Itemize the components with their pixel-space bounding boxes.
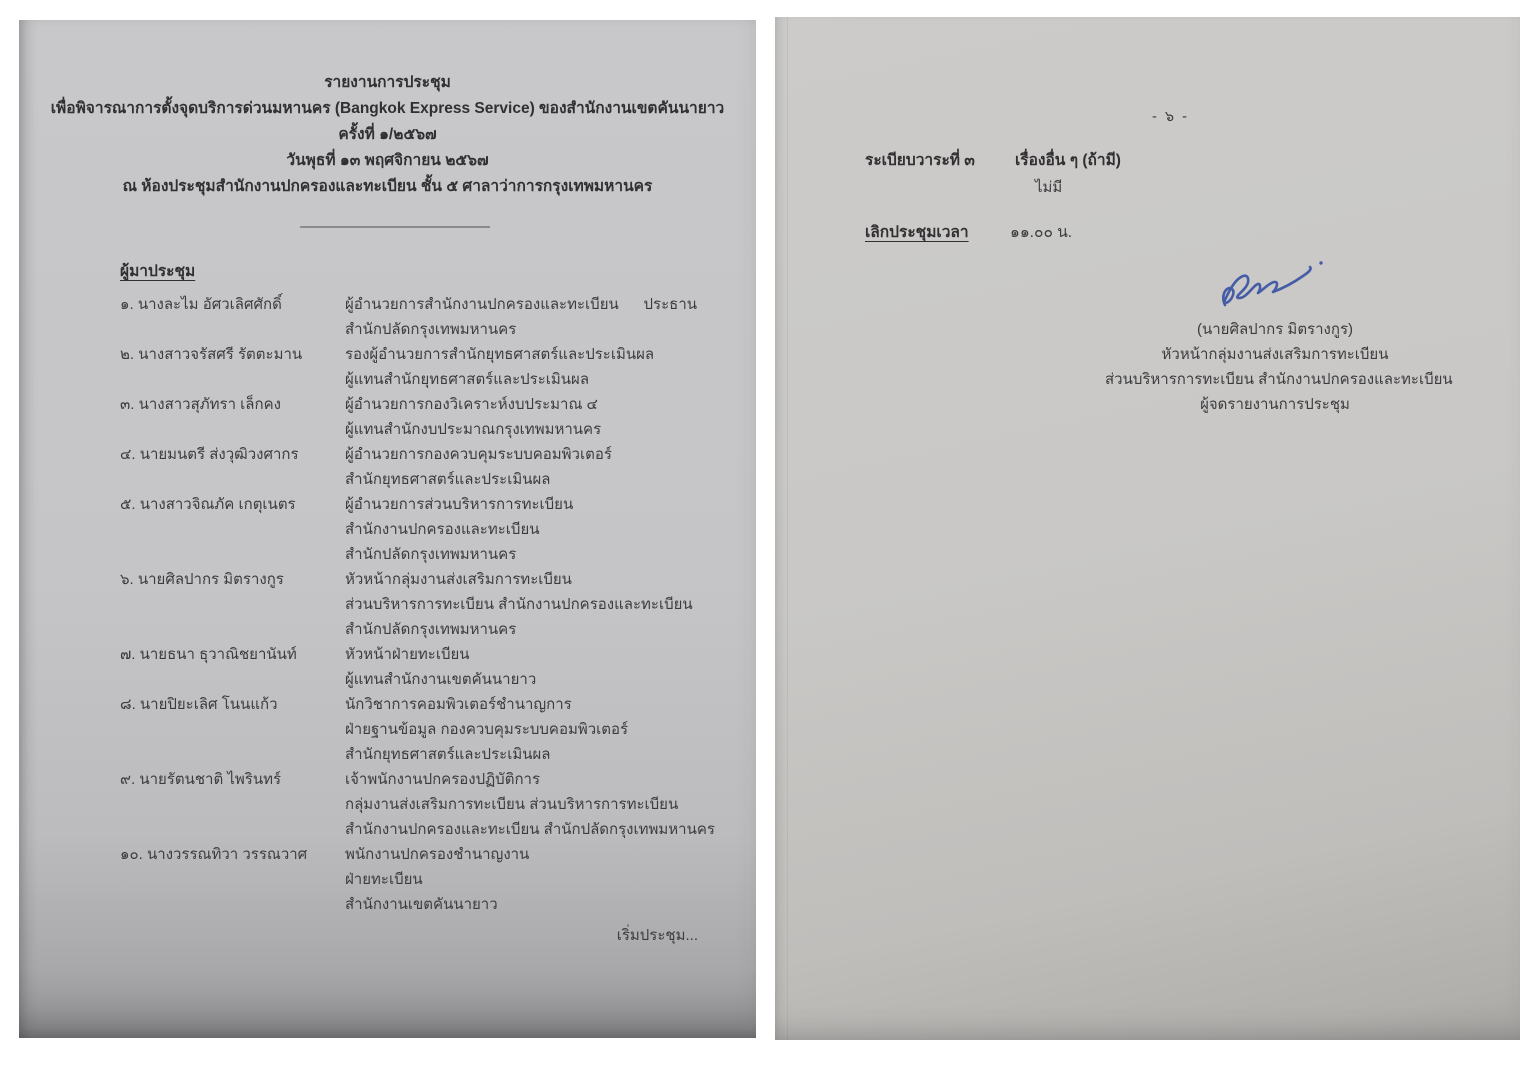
- attendee-role-line: หัวหน้ากลุ่มงานส่งเสริมการทะเบียน: [345, 571, 572, 588]
- title-line-1: รายงานการประชุม: [324, 74, 451, 91]
- attendee-role-line: รองผู้อำนวยการสำนักยุทธศาสตร์และประเมินผล: [345, 346, 655, 363]
- attendee-row: [120, 442, 730, 492]
- attendee-row: [120, 567, 730, 642]
- attendee-name: ๗. นายธนา ธุวาณิชยานันท์: [120, 646, 297, 663]
- meeting-start-note: เริ่มประชุม...: [616, 927, 698, 944]
- signatory-role-1: หัวหน้ากลุ่มงานส่งเสริมการทะเบียน: [1161, 346, 1389, 363]
- attendee-role-line: ผู้อำนวยการกองควบคุมระบบคอมพิวเตอร์: [345, 446, 612, 463]
- attendee-name: ๑. นางละไม อัศวเลิศศักดิ์: [120, 296, 282, 313]
- title-line-4: วันพุธที่ ๑๓ พฤศจิกายน ๒๕๖๗: [286, 152, 489, 169]
- attendee-role-line: ผู้อำนวยการกองวิเคราะห์งบประมาณ ๔: [345, 396, 598, 413]
- attendee-role-line: สำนักปลัดกรุงเทพมหานคร: [345, 546, 517, 563]
- closing-label: เลิกประชุมเวลา: [865, 224, 969, 241]
- attendee-row: [120, 692, 730, 767]
- attendee-name: ๒. นางสาวจรัสศรี รัตตะมาน: [120, 346, 303, 363]
- attendee-role-line: ส่วนบริหารการทะเบียน สำนักงานปกครองและทะเบียน: [345, 596, 693, 613]
- attendee-role-line: สำนักปลัดกรุงเทพมหานคร: [345, 321, 517, 338]
- title-line-3: ครั้งที่ ๑/๒๕๖๗: [338, 126, 437, 143]
- attendee-name: ๑๐. นางวรรณทิวา วรรณวาศ: [120, 846, 308, 863]
- attendee-role-line: นักวิชาการคอมพิวเตอร์ชำนาญการ: [345, 696, 572, 713]
- attendee-row: [120, 292, 730, 342]
- attendees-heading: ผู้มาประชุม: [120, 263, 196, 280]
- attendee-name: ๖. นายศิลปากร มิตรางกูร: [120, 571, 284, 588]
- document-page-2: [775, 17, 1520, 1040]
- attendee-name: ๓. นางสาวสุภัทรา เล็กคง: [120, 396, 281, 413]
- attendee-role-line: สำนักปลัดกรุงเทพมหานคร: [345, 621, 517, 638]
- attendee-roles: [345, 692, 730, 767]
- signature-icon: [1215, 255, 1335, 313]
- attendee-row: [120, 842, 730, 917]
- attendee-name: ๙. นายรัตนชาติ ไพรินทร์: [120, 771, 282, 788]
- closing-time-value: ๑๑.๐๐ น.: [1010, 224, 1073, 241]
- attendee-role-line: เจ้าพนักงานปกครองปฏิบัติการ: [345, 771, 541, 788]
- attendee-role-line: [345, 292, 697, 317]
- attendee-name: ๔. นายมนตรี ส่งวุฒิวงศากร: [120, 446, 299, 463]
- attendee-role-line: ผู้แทนสำนักยุทธศาสตร์และประเมินผล: [345, 371, 590, 388]
- attendee-role-line: ผู้แทนสำนักงบประมาณกรุงเทพมหานคร: [345, 421, 602, 438]
- agenda-title: เรื่องอื่น ๆ (ถ้ามี): [1015, 152, 1121, 169]
- attendee-roles: [345, 567, 730, 642]
- attendee-name: ๘. นายปิยะเลิศ โนนแก้ว: [120, 696, 278, 713]
- header-divider: [300, 226, 490, 228]
- title-line-5: ณ ห้องประชุมสำนักงานปกครองและทะเบียน ชั้น ๕ ศาลาว่าการกรุงเทพมหานคร: [122, 178, 653, 195]
- signatory-role-3: ผู้จดรายงานการประชุม: [1200, 396, 1350, 413]
- attendee-row: [120, 392, 730, 442]
- attendee-role-line: กลุ่มงานส่งเสริมการทะเบียน ส่วนบริหารการทะเบียน: [345, 796, 679, 813]
- attendee-roles: [345, 342, 730, 392]
- attendee-role-line: สำนักงานปกครองและทะเบียน: [345, 521, 540, 538]
- closing-time-row: [865, 219, 1072, 244]
- attendee-roles: [345, 492, 730, 567]
- signatory-name: (นายศิลปากร มิตรางกูร): [1197, 321, 1353, 338]
- attendee-roles: [345, 642, 730, 692]
- attendee-role-line: ฝ่ายฐานข้อมูล กองควบคุมระบบคอมพิวเตอร์: [345, 721, 629, 738]
- attendee-role-line: สำนักยุทธศาสตร์และประเมินผล: [345, 746, 551, 763]
- attendee-role-text: ผู้อำนวยการสำนักงานปกครองและทะเบียน: [345, 296, 619, 313]
- attendee-roles: [345, 392, 730, 442]
- agenda-value: ไม่มี: [1035, 179, 1063, 196]
- attendee-role-line: ผู้แทนสำนักงานเขตคันนายาว: [345, 671, 537, 688]
- signature-block: [1105, 255, 1453, 417]
- attendee-row: [120, 492, 730, 567]
- attendee-roles: [345, 442, 730, 492]
- attendee-role-line: สำนักงานเขตคันนายาว: [345, 896, 498, 913]
- attendee-roles: [345, 292, 730, 342]
- attendee-role-line: ผู้อำนวยการส่วนบริหารการทะเบียน: [345, 496, 574, 513]
- attendee-roles: [345, 842, 730, 917]
- attendee-role-line: พนักงานปกครองชำนาญงาน: [345, 846, 530, 863]
- title-line-2: เพื่อพิจารณาการตั้งจุดบริการด่วนมหานคร (Bangkok Express Service) ของสำนักงานเขตคันนายาว: [50, 100, 725, 117]
- document-title-block: [19, 70, 756, 200]
- attendee-roles: [345, 767, 730, 842]
- attendee-note: ประธาน: [643, 296, 697, 313]
- signatory-role-2: ส่วนบริหารการทะเบียน สำนักงานปกครองและทะเบียน: [1105, 371, 1453, 388]
- attendee-row: [120, 342, 730, 392]
- document-page-1: [19, 20, 756, 1038]
- page-number: - ๖ -: [1152, 109, 1189, 125]
- agenda-item-row: [865, 147, 1121, 172]
- attendee-role-line: ฝ่ายทะเบียน: [345, 871, 423, 888]
- attendee-role-line: สำนักงานปกครองและทะเบียน สำนักปลัดกรุงเทพมหานคร: [345, 821, 715, 838]
- attendee-role-line: สำนักยุทธศาสตร์และประเมินผล: [345, 471, 551, 488]
- attendee-role-line: หัวหน้าฝ่ายทะเบียน: [345, 646, 470, 663]
- attendee-list: [120, 292, 730, 917]
- attendee-row: [120, 642, 730, 692]
- attendee-name: ๕. นางสาวจิณภัค เกตุเนตร: [120, 496, 296, 513]
- agenda-label: ระเบียบวาระที่ ๓: [865, 152, 975, 169]
- attendee-row: [120, 767, 730, 842]
